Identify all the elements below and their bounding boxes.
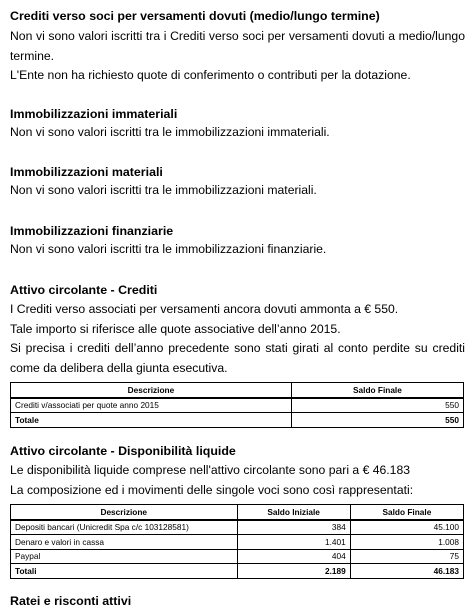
section-title: Attivo circolante - Crediti (10, 283, 158, 297)
paragraph: Non vi sono valori iscritti tra i Crediti verso soci per versamenti dovuti a medio/lungo termine. (10, 29, 465, 63)
table-cell: 550 (291, 398, 463, 413)
section-title: Immobilizzazioni finanziarie (10, 224, 174, 238)
paragraph: Non vi sono valori iscritti tra le immobilizzazioni immateriali. (10, 125, 330, 139)
section-attivo-crediti (10, 282, 465, 428)
table-cell: 550 (291, 413, 463, 428)
paragraph: Tale importo si riferisce alle quote associative dell’anno 2015. (10, 321, 341, 336)
table-header-row (11, 383, 464, 398)
table-cell: 1.401 (237, 535, 350, 550)
section-imm-materiali (10, 164, 465, 201)
table-cell: Totali (11, 564, 238, 579)
table-cell: 45.100 (350, 520, 463, 535)
table-cell: Paypal (11, 549, 238, 564)
paragraph: I Crediti verso associati per versamenti ancora dovuti ammonta a € 550. (10, 302, 399, 316)
column-header: Saldo Iniziale (237, 505, 350, 520)
table-cell: Depositi bancari (Unicredit Spa c/c 103128581) (11, 520, 238, 535)
table-cell: 1.008 (350, 535, 463, 550)
table-cell: 384 (237, 520, 350, 535)
table-row (11, 535, 464, 550)
section-title: Immobilizzazioni materiali (10, 165, 163, 179)
table-header-row (11, 505, 464, 520)
paragraph: L'Ente non ha richiesto quote di conferimento o contributi per la dotazione. (10, 68, 411, 82)
section-crediti-soci (10, 8, 465, 86)
table-cell: 46.183 (350, 564, 463, 579)
paragraph: Non vi sono valori iscritti tra le immobilizzazioni materiali. (10, 183, 317, 197)
section-imm-immateriali (10, 106, 465, 143)
table-cell: 75 (350, 549, 463, 564)
column-header: Saldo Finale (291, 383, 463, 398)
section-imm-finanziarie (10, 223, 465, 260)
table-total-row (11, 413, 464, 428)
paragraph: Non vi sono valori iscritti tra le immobilizzazioni finanziarie. (10, 242, 327, 256)
section-ratei (10, 593, 465, 609)
table-row (11, 520, 464, 535)
table-total-row (11, 564, 464, 579)
paragraph: Le disponibilità liquide comprese nell'attivo circolante sono pari a € 46.183 (10, 463, 411, 477)
table-cell: Denaro e valori in cassa (11, 535, 238, 550)
section-title: Crediti verso soci per versamenti dovuti (medio/lungo termine) (10, 9, 380, 23)
section-attivo-liquide (10, 443, 465, 579)
column-header: Descrizione (11, 383, 292, 398)
table-cell: 404 (237, 549, 350, 564)
column-header: Descrizione (11, 505, 238, 520)
table-row (11, 549, 464, 564)
table-cell: 2.189 (237, 564, 350, 579)
section-title: Ratei e risconti attivi (10, 594, 132, 608)
paragraph: La composizione ed i movimenti delle singole voci sono così rappresentati: (10, 482, 414, 497)
paragraph: Si precisa i crediti dell’anno precedente sono stati girati al conto perdite su crediti come da delibera della giunta esecutiva. (10, 341, 465, 375)
section-title: Immobilizzazioni immateriali (10, 107, 178, 121)
table-row (11, 398, 464, 413)
section-title: Attivo circolante - Disponibilità liquide (10, 444, 236, 458)
table-cell: Totale (11, 413, 292, 428)
table-cell: Crediti v/associati per quote anno 2015 (11, 398, 292, 413)
liquide-table (10, 504, 464, 579)
crediti-table (10, 382, 464, 428)
column-header: Saldo Finale (350, 505, 463, 520)
